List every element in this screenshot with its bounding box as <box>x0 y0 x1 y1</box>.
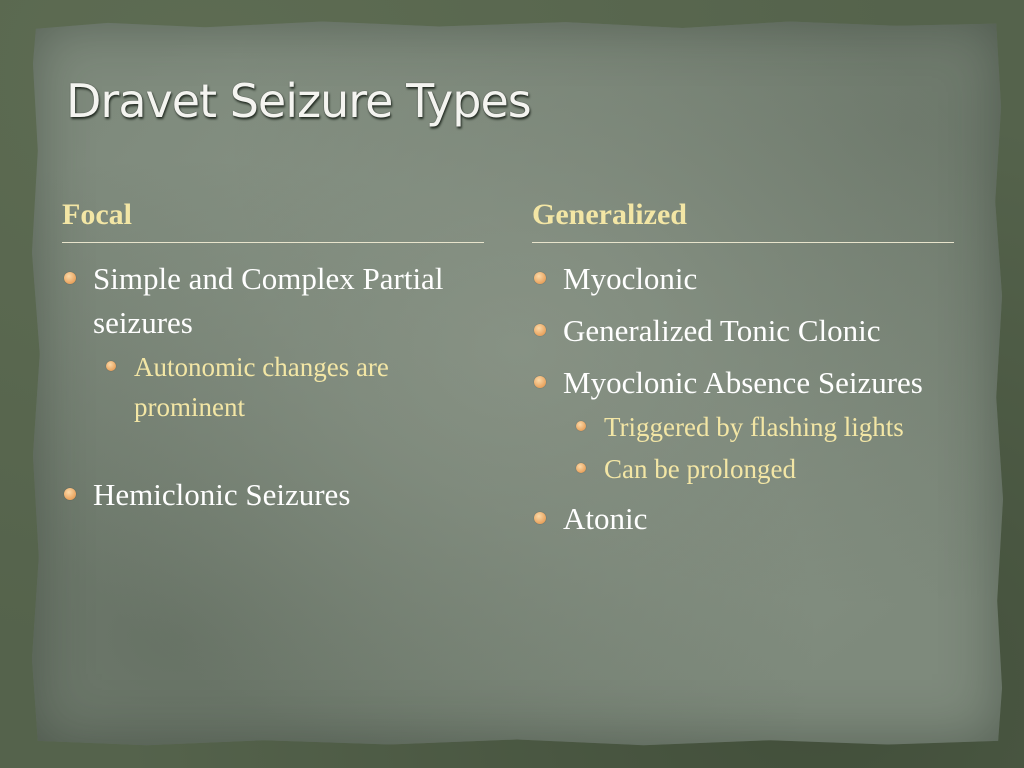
list-item <box>62 473 484 517</box>
list-item-text: Myoclonic Absence Seizures <box>563 365 923 400</box>
sub-list-item-text: Triggered by flashing lights <box>604 412 904 442</box>
generalized-column <box>532 195 954 549</box>
list-item <box>62 257 484 427</box>
list-item <box>532 257 954 301</box>
list-item-text: Myoclonic <box>563 261 698 296</box>
list-item-text: Hemiclonic Seizures <box>93 477 351 512</box>
focal-header: Focal <box>62 195 484 243</box>
list-item-text: Generalized Tonic Clonic <box>563 313 881 348</box>
round-bullet-icon <box>106 361 116 371</box>
spacer <box>62 435 484 473</box>
sub-list-item <box>573 449 954 489</box>
round-bullet-icon <box>534 272 546 284</box>
focal-list <box>62 257 484 517</box>
generalized-header: Generalized <box>532 195 954 243</box>
list-item <box>532 309 954 353</box>
sub-list-item <box>103 347 484 427</box>
round-bullet-icon <box>534 376 546 388</box>
focal-column <box>62 195 484 525</box>
list-item-text: Atonic <box>563 501 648 536</box>
round-bullet-icon <box>576 421 586 431</box>
sub-list-item-text: Can be prolonged <box>604 454 796 484</box>
round-bullet-icon <box>534 512 546 524</box>
sub-list <box>103 347 484 427</box>
list-item <box>532 497 954 541</box>
sub-list <box>573 407 954 489</box>
round-bullet-icon <box>576 463 586 473</box>
sub-list-item <box>573 407 954 447</box>
generalized-list <box>532 257 954 541</box>
slide-title: Dravet Seizure Types <box>66 74 531 128</box>
round-bullet-icon <box>64 272 76 284</box>
round-bullet-icon <box>64 488 76 500</box>
round-bullet-icon <box>534 324 546 336</box>
list-item-text: Simple and Complex Partial seizures <box>93 261 444 340</box>
list-item <box>532 361 954 489</box>
sub-list-item-text: Autonomic changes are prominent <box>134 352 389 422</box>
